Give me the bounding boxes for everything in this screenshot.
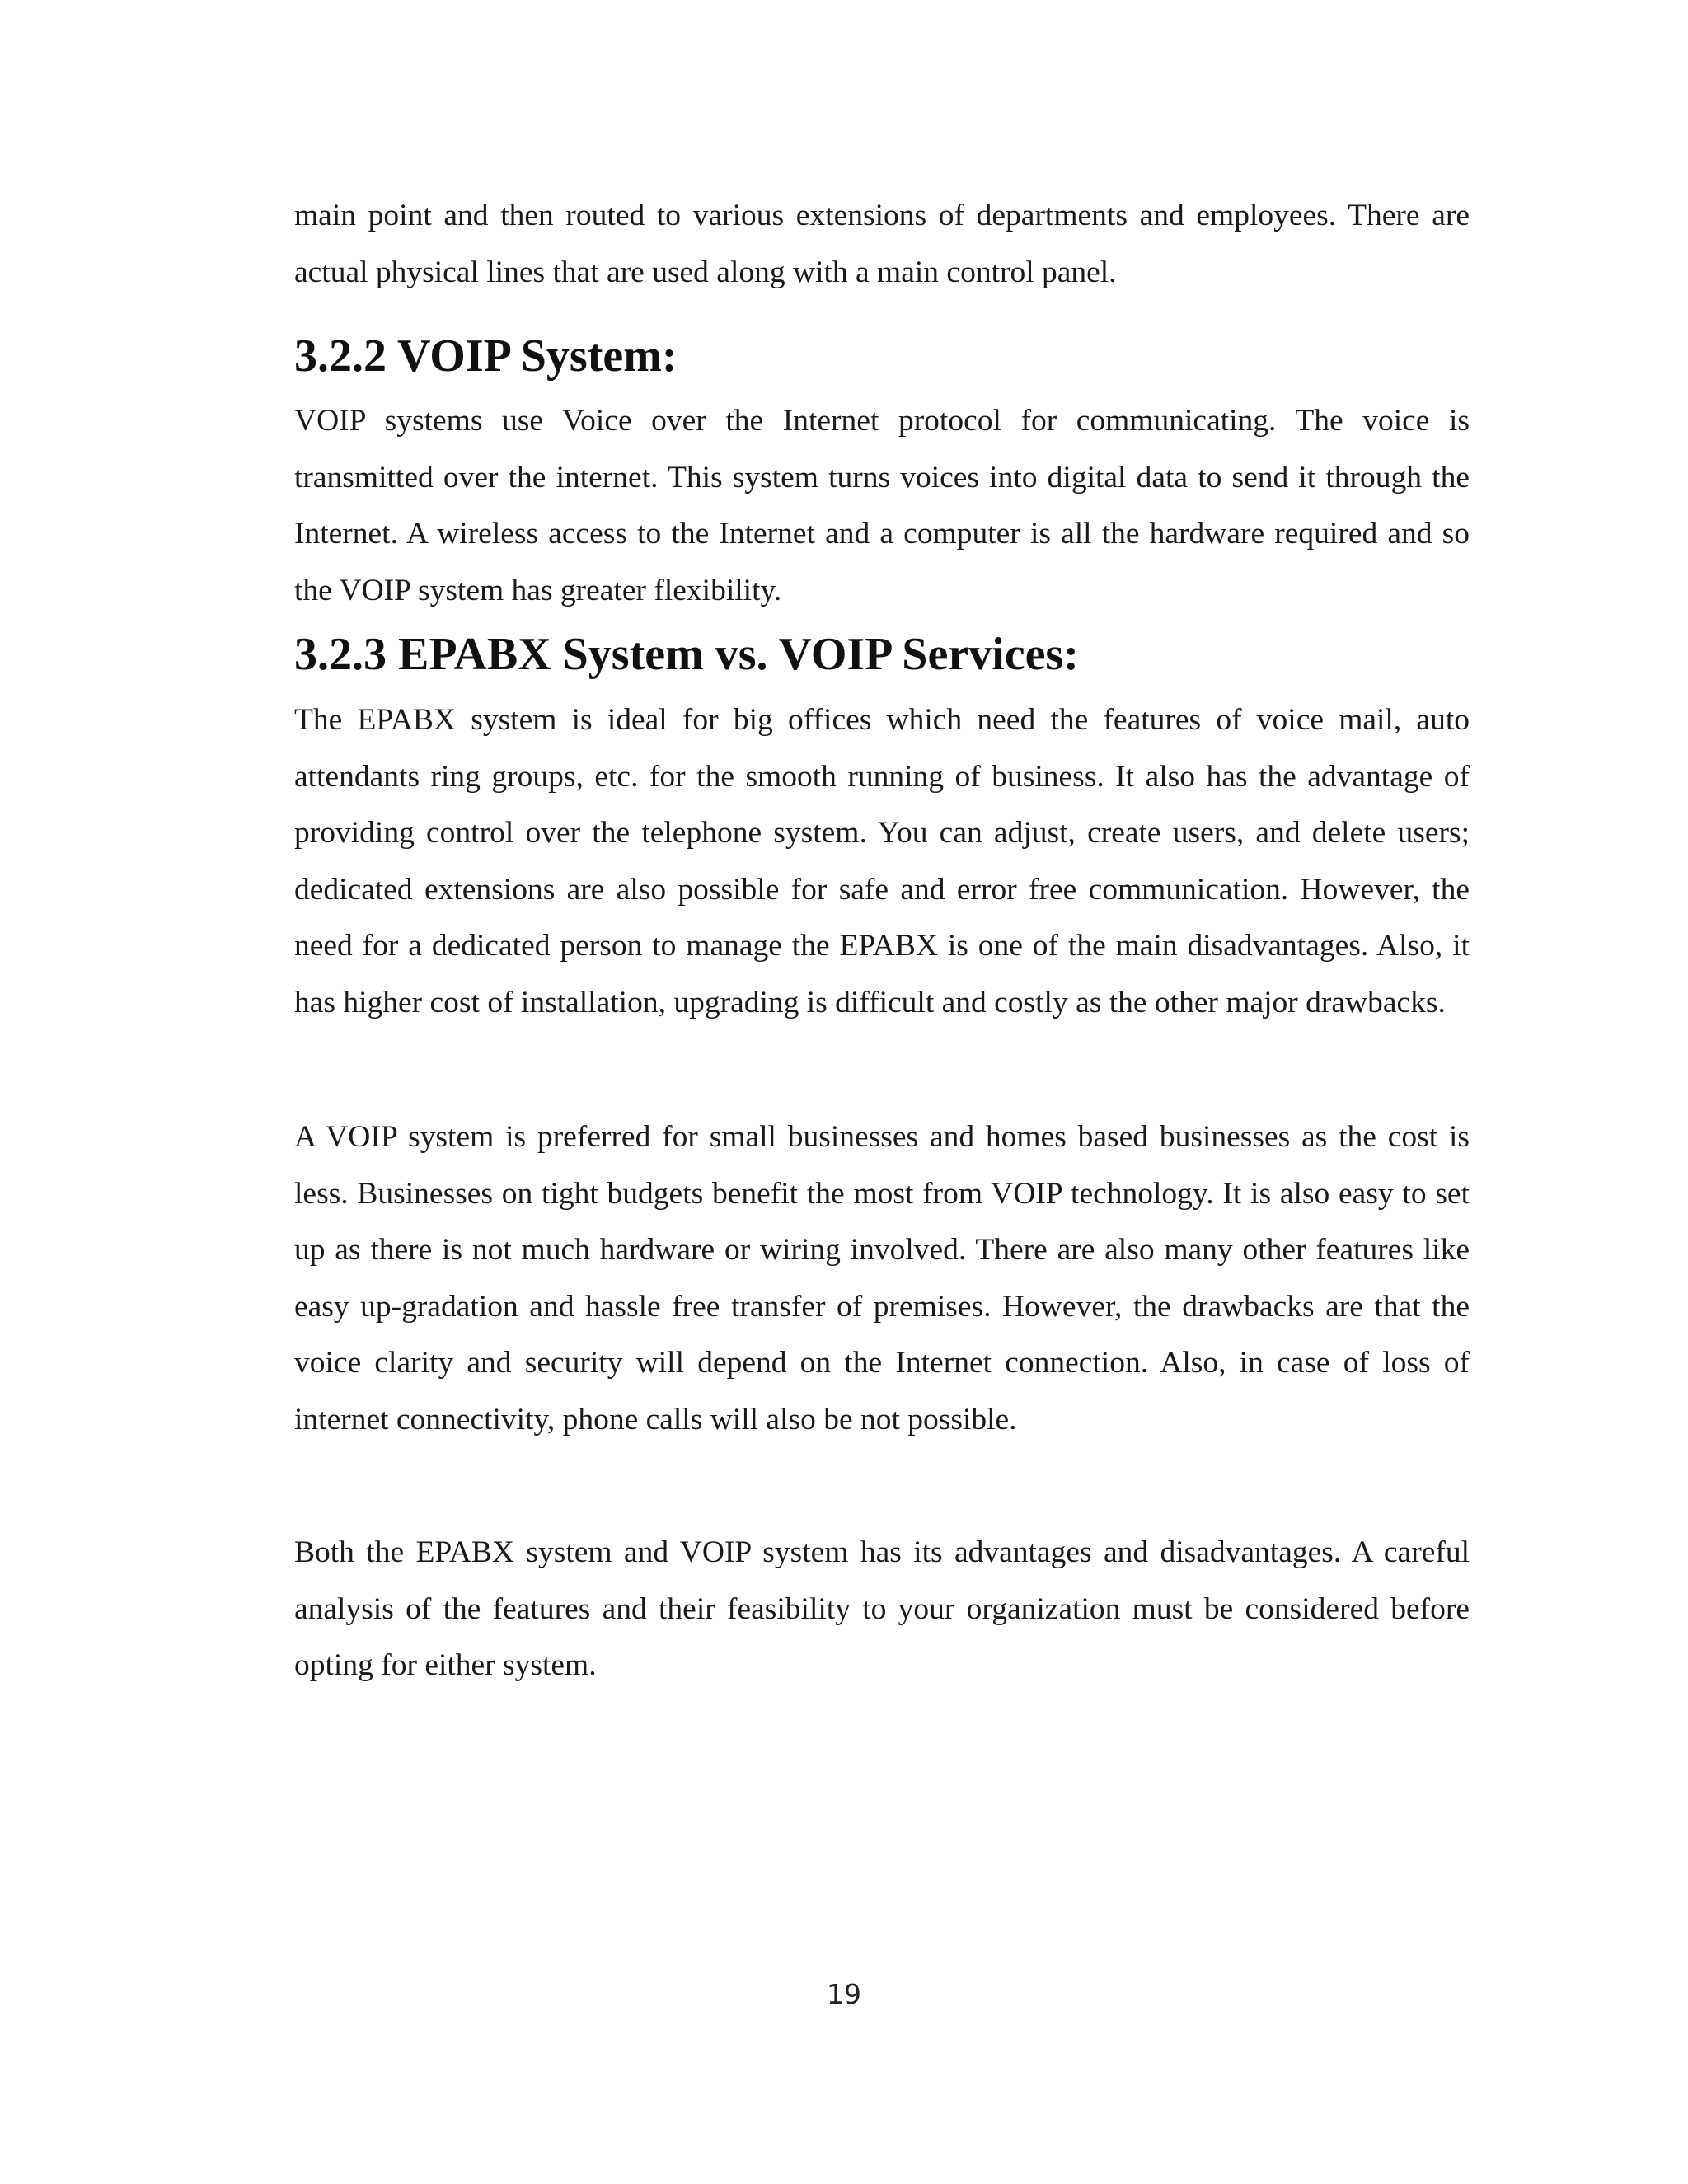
- page-number: 19: [827, 1978, 861, 2010]
- paragraph-intro: main point and then routed to various extensions of departments and employees. There are actual physical lines that are used along with a main control panel.: [294, 199, 1470, 289]
- paragraph-voip-preferred: A VOIP system is preferred for small businesses and homes based businesses as the cost is less. Businesses on tight budgets benefit the most from VOIP technology. It is also easy to set up as there is not much hardware or wiring involved. There are also many other features like easy up-gradation and hassle free transfer of premises. However, the drawbacks are that the voice clarity and security will depend on the Internet connection. Also, in case of loss of internet connectivity, phone calls will also be not possible.: [294, 1120, 1470, 1436]
- paragraph-voip-system: VOIP systems use Voice over the Internet protocol for communicating. The voice is transmitted over the internet. This system turns voices into digital data to send it through the Internet. A wireless access to the Internet and a computer is all the hardware required and so the VOIP system has greater flexibility.: [294, 404, 1470, 607]
- section-heading-epabx-vs-voip: 3.2.3 EPABX System vs. VOIP Services:: [294, 629, 1079, 680]
- section-heading-voip-system: 3.2.2 VOIP System:: [294, 330, 678, 382]
- paragraph-epabx-advantages: The EPABX system is ideal for big offices which need the features of voice mail, auto attendants ring groups, etc. for the smooth running of business. It also has the advantage of providing control over the telephone system. You can adjust, create users, and delete users; dedicated extensions are also possible for safe and error free communication. However, the need for a dedicated person to manage the EPABX is one of the main disadvantages. Also, it has higher cost of installation, upgrading is difficult and costly as the other major drawbacks.: [294, 703, 1470, 1019]
- paragraph-conclusion: Both the EPABX system and VOIP system has its advantages and disadvantages. A careful analysis of the features and their feasibility to your organization must be considered before opting for either system.: [294, 1535, 1470, 1682]
